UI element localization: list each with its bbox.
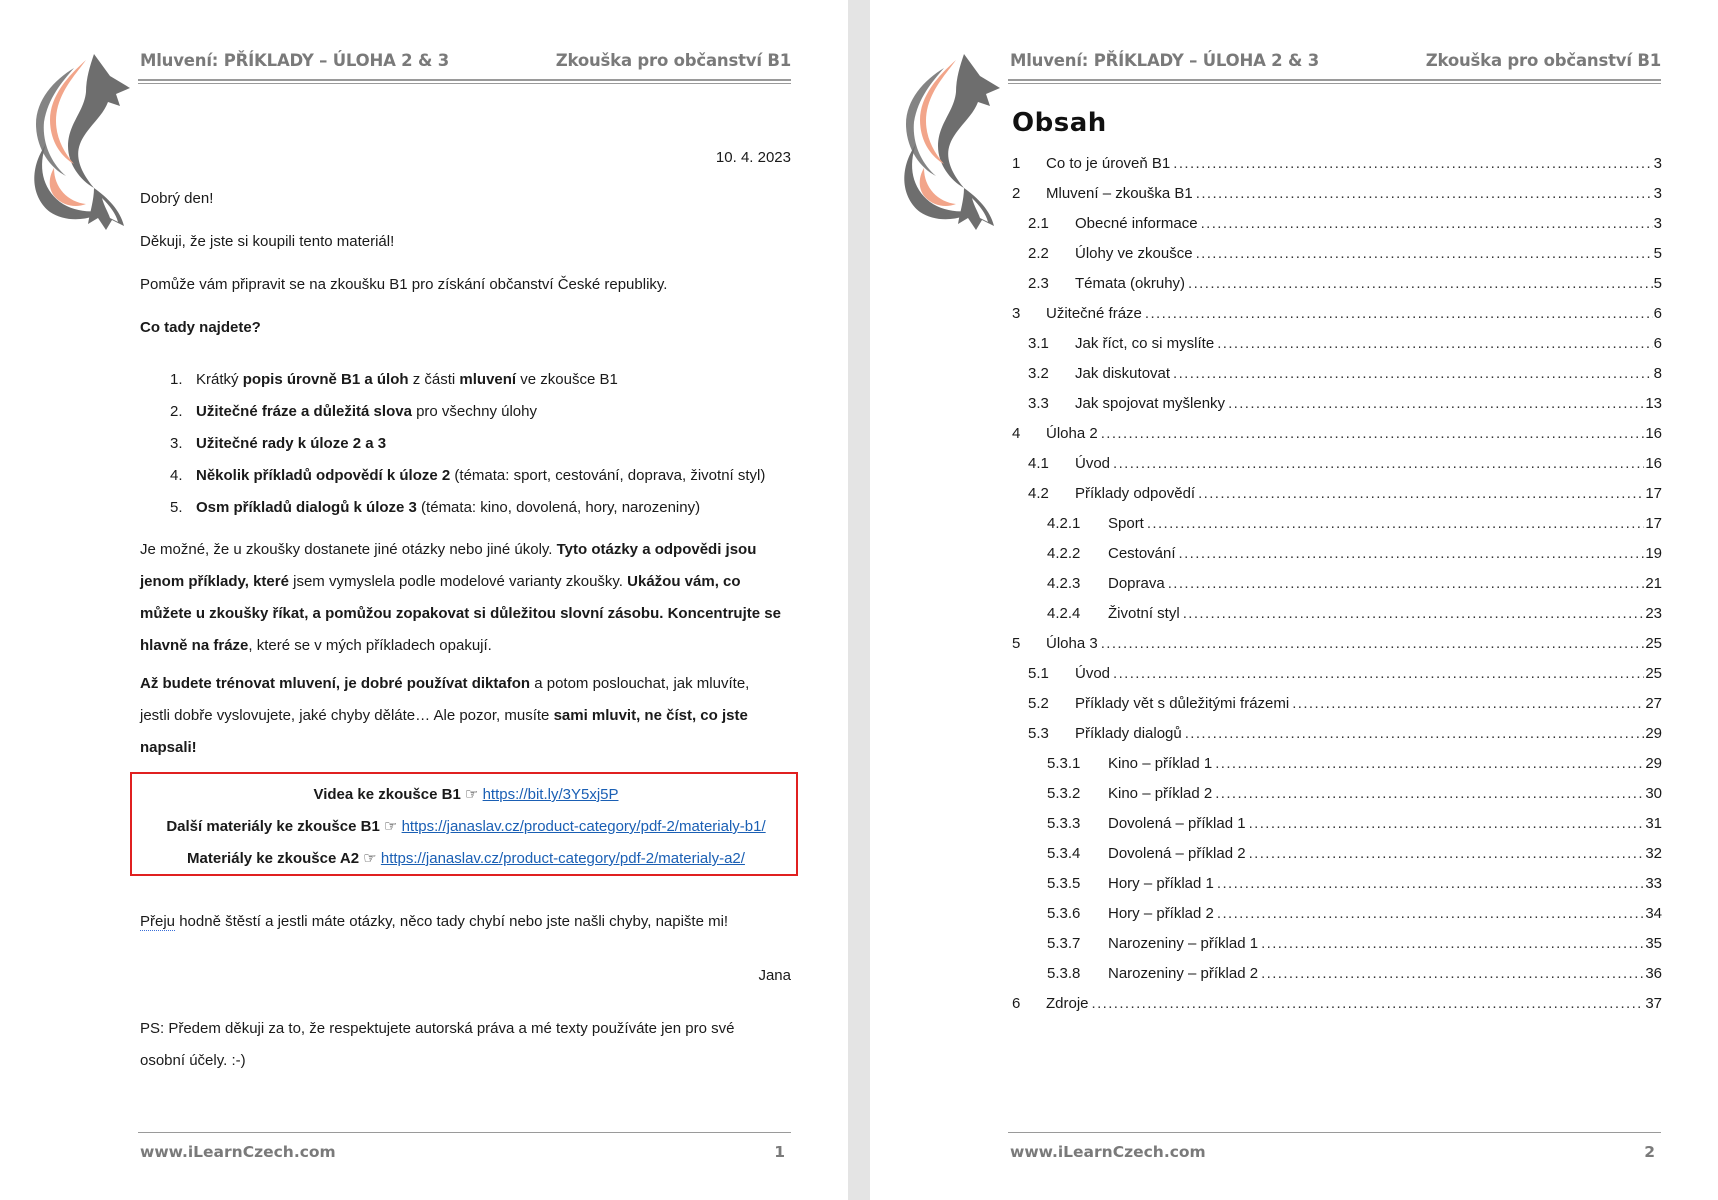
toc-text: [1075, 362, 1662, 386]
toc-label: Jak diskutovat: [1075, 365, 1171, 382]
toc-number: 3.1: [1028, 335, 1049, 352]
link-label: Materiály ke zkoušce A2: [187, 850, 364, 867]
list-item: [170, 396, 537, 428]
toc-entry[interactable]: [1012, 752, 1662, 776]
toc-page-number: 27: [1645, 695, 1662, 712]
text-run: Užitečné rady k úloze 2 a 3: [196, 435, 387, 452]
toc-label: Cestování: [1108, 545, 1176, 562]
text-run: Krátký: [196, 371, 243, 388]
toc-entry[interactable]: [1012, 872, 1662, 896]
toc-page-number: 31: [1645, 815, 1662, 832]
toc-label: Úlohy ve zkoušce: [1075, 245, 1193, 262]
paragraph-line: [140, 598, 791, 630]
toc-entry[interactable]: [1012, 302, 1662, 326]
toc-page-number: 19: [1645, 545, 1662, 562]
toc-text: [1108, 572, 1662, 596]
toc-number: 4.2: [1028, 485, 1049, 502]
toc-leader-dots: [1185, 722, 1645, 746]
toc-text: [1108, 752, 1662, 776]
toc-page-number: 3: [1653, 155, 1662, 172]
toc-page-number: 8: [1653, 365, 1662, 382]
toc-text: [1108, 842, 1662, 866]
ps-line-1: PS: Předem děkuji za to, že respektujete autorská práva a mé texty používáte jen pro své: [140, 1020, 735, 1037]
list-number: 1.: [170, 371, 183, 388]
fox-logo-icon: [24, 48, 136, 232]
toc-entry[interactable]: [1012, 392, 1662, 416]
toc-page-number: 32: [1645, 845, 1662, 862]
letter-date: 10. 4. 2023: [715, 149, 791, 166]
footer-rule: [1008, 1132, 1661, 1133]
toc-entry[interactable]: [1012, 722, 1662, 746]
toc-label: Jak spojovat myšlenky: [1075, 395, 1226, 412]
toc-label: Narozeniny – příklad 2: [1108, 965, 1259, 982]
toc-text: [1108, 812, 1662, 836]
text-run: jsem vymyslela podle modelové varianty zkoušky.: [288, 573, 628, 590]
toc-leader-dots: [1101, 422, 1645, 446]
toc-number: 3.2: [1028, 365, 1049, 382]
toc-entry[interactable]: [1012, 332, 1662, 356]
toc-number: 4.2.3: [1047, 575, 1081, 592]
toc-text: [1108, 512, 1662, 536]
toc-text: [1046, 422, 1662, 446]
toc-leader-dots: [1261, 962, 1644, 986]
toc-leader-dots: [1113, 452, 1644, 476]
paragraph-line: [140, 700, 791, 732]
toc-page-number: 35: [1645, 935, 1662, 952]
toc-label: Úloha 2: [1046, 425, 1098, 442]
text-run: Užitečné fráze a důležitá slova: [196, 403, 412, 420]
toc-page-number: 17: [1645, 485, 1662, 502]
header-subtitle: Zkouška pro občanství B1: [555, 51, 791, 70]
paragraph-line: [140, 668, 791, 700]
page-header: [1010, 46, 1661, 86]
toc-entry[interactable]: [1012, 512, 1662, 536]
toc-leader-dots: [1145, 302, 1653, 326]
toc-entry[interactable]: [1012, 362, 1662, 386]
list-number: 4.: [170, 467, 183, 484]
toc-leader-dots: [1196, 242, 1653, 266]
toc-number: 5.3.7: [1047, 935, 1081, 952]
toc-entry[interactable]: [1012, 242, 1662, 266]
toc-leader-dots: [1113, 662, 1644, 686]
toc-text: [1075, 242, 1662, 266]
links-box: [130, 772, 798, 876]
toc-label: Dovolená – příklad 2: [1108, 845, 1246, 862]
toc-leader-dots: [1196, 182, 1653, 206]
toc-label: Doprava: [1108, 575, 1165, 592]
hyperlink[interactable]: https://janaslav.cz/product-category/pdf-2/materialy-a2/: [380, 850, 745, 867]
paragraph-line: [140, 630, 791, 662]
footer-rule: [138, 1132, 791, 1133]
page-number: 2: [1644, 1143, 1655, 1161]
link-label: Další materiály ke zkoušce B1: [166, 818, 384, 835]
toc-entry[interactable]: [1012, 812, 1662, 836]
toc-entry[interactable]: [1012, 482, 1662, 506]
header-title: Mluvení: PŘÍKLADY – ÚLOHA 2 & 3: [140, 51, 450, 70]
toc-number: 4.2.2: [1047, 545, 1081, 562]
toc-leader-dots: [1198, 482, 1644, 506]
toc-label: Zdroje: [1046, 995, 1089, 1012]
list-number: 5.: [170, 499, 183, 516]
toc-number: 5.3: [1028, 725, 1049, 742]
text-run: mluvení: [459, 371, 517, 388]
toc-entry[interactable]: [1012, 542, 1662, 566]
toc-label: Obecné informace: [1075, 215, 1198, 232]
toc-number: 1: [1012, 155, 1021, 172]
toc-number: 2.2: [1028, 245, 1049, 262]
page-footer: [1010, 1130, 1661, 1160]
toc-page-number: 37: [1645, 995, 1662, 1012]
text-run: (témata: kino, dovolená, hory, narozeniny): [416, 499, 701, 516]
list-item: [170, 364, 618, 396]
toc-leader-dots: [1183, 602, 1645, 626]
document-page-2: [870, 0, 1718, 1200]
toc-label: Hory – příklad 1: [1108, 875, 1214, 892]
closing-wish: [140, 906, 791, 938]
toc-leader-dots: [1173, 362, 1653, 386]
toc-text: [1075, 452, 1662, 476]
toc-leader-dots: [1173, 152, 1652, 176]
toc-number: 3.3: [1028, 395, 1049, 412]
toc-number: 5.3.2: [1047, 785, 1081, 802]
toc-label: Dovolená – příklad 1: [1108, 815, 1246, 832]
toc-entry[interactable]: [1012, 422, 1662, 446]
toc-leader-dots: [1201, 212, 1653, 236]
toc-text: [1108, 872, 1662, 896]
page-footer: [140, 1130, 791, 1160]
toc-entry[interactable]: [1012, 902, 1662, 926]
toc-title: Obsah: [1012, 108, 1107, 138]
text-run: Osm příkladů dialogů k úloze 3: [196, 499, 417, 516]
toc-entry[interactable]: [1012, 572, 1662, 596]
toc-page-number: 21: [1645, 575, 1662, 592]
section-heading: Co tady najdete?: [140, 319, 261, 336]
toc-number: 4.2.4: [1047, 605, 1081, 622]
toc-leader-dots: [1217, 872, 1644, 896]
toc-number: 2.3: [1028, 275, 1049, 292]
toc-entry[interactable]: [1012, 692, 1662, 716]
greeting: Dobrý den!: [140, 190, 214, 207]
link-line: [132, 782, 800, 808]
page-body: [140, 0, 791, 1100]
toc-text: [1075, 272, 1662, 296]
ps-line-2: osobní účely. :-): [140, 1052, 246, 1069]
toc-page-number: 25: [1645, 635, 1662, 652]
header-subtitle: Zkouška pro občanství B1: [1425, 51, 1661, 70]
toc-entry[interactable]: [1012, 662, 1662, 686]
toc-entry[interactable]: [1012, 632, 1662, 656]
toc-number: 4.2.1: [1047, 515, 1081, 532]
toc-text: [1046, 992, 1662, 1016]
text-run: (témata: sport, cestování, doprava, životní styl): [450, 467, 766, 484]
toc-page-number: 5: [1653, 245, 1662, 262]
fox-logo-icon: [894, 48, 1006, 232]
list-item: [170, 428, 386, 460]
toc-entry[interactable]: [1012, 962, 1662, 986]
pointing-hand-icon: ☞: [383, 818, 402, 835]
toc-text: [1075, 212, 1662, 236]
text-run: Ukážou vám, co: [627, 573, 741, 590]
toc-text: [1075, 692, 1662, 716]
toc-leader-dots: [1249, 842, 1645, 866]
toc-entry[interactable]: [1012, 212, 1662, 236]
pointing-hand-icon: ☞: [363, 850, 381, 867]
spellcheck-word: Přeju: [140, 913, 176, 930]
toc-leader-dots: [1228, 392, 1644, 416]
toc-leader-dots: [1092, 992, 1645, 1016]
toc-number: 5.3.8: [1047, 965, 1081, 982]
toc-page-number: 6: [1653, 305, 1662, 322]
toc-number: 5.3.6: [1047, 905, 1081, 922]
toc-page-number: 17: [1645, 515, 1662, 532]
toc-leader-dots: [1101, 632, 1645, 656]
toc-label: Kino – příklad 1: [1108, 755, 1213, 772]
link-line: [132, 814, 800, 840]
toc-page-number: 3: [1653, 215, 1662, 232]
signature: Jana: [758, 967, 791, 984]
toc-page-number: 5: [1653, 275, 1662, 292]
footer-site: www.iLearnCzech.com: [140, 1143, 336, 1161]
toc-leader-dots: [1261, 932, 1644, 956]
paragraph-line: [140, 566, 791, 598]
toc-page-number: 23: [1645, 605, 1662, 622]
hyperlink[interactable]: https://janaslav.cz/product-category/pdf-2/materialy-b1/: [401, 818, 766, 835]
toc-leader-dots: [1179, 542, 1645, 566]
link-label: Videa ke zkoušce B1: [313, 786, 465, 803]
toc-number: 5.3.5: [1047, 875, 1081, 892]
list-item: [170, 492, 700, 524]
toc-leader-dots: [1249, 812, 1645, 836]
toc-label: Příklady odpovědí: [1075, 485, 1196, 502]
text-run: jestli dobře vyslovujete, jaké chyby děláte… Ale pozor, musíte: [140, 707, 554, 724]
toc-label: Kino – příklad 2: [1108, 785, 1213, 802]
toc-number: 6: [1012, 995, 1021, 1012]
toc-text: [1108, 602, 1662, 626]
toc-leader-dots: [1168, 572, 1645, 596]
toc-number: 5.3.1: [1047, 755, 1081, 772]
toc-page-number: 13: [1645, 395, 1662, 412]
toc-page-number: 29: [1645, 755, 1662, 772]
paragraph-line: [140, 732, 791, 764]
toc-label: Hory – příklad 2: [1108, 905, 1214, 922]
toc-label: Mluvení – zkouška B1: [1046, 185, 1193, 202]
header-rule: [1008, 79, 1661, 81]
text-run: Několik příkladů odpovědí k úloze 2: [196, 467, 451, 484]
toc-entry[interactable]: [1012, 992, 1662, 1016]
hyperlink[interactable]: https://bit.ly/3Y5xj5P: [482, 786, 619, 803]
toc-text: [1046, 182, 1662, 206]
toc-text: [1046, 152, 1662, 176]
closing-wish-text: hodně štěstí a jestli máte otázky, něco tady chybí nebo jste našli chyby, napište mi!: [175, 913, 729, 930]
toc-number: 5.1: [1028, 665, 1049, 682]
toc-number: 4.1: [1028, 455, 1049, 472]
toc-leader-dots: [1217, 332, 1652, 356]
toc-label: Témata (okruhy): [1075, 275, 1186, 292]
toc-number: 2.1: [1028, 215, 1049, 232]
toc-label: Příklady vět s důležitými frázemi: [1075, 695, 1290, 712]
text-run: ve zkoušce B1: [516, 371, 618, 388]
text-run: popis úrovně B1 a úloh: [242, 371, 409, 388]
toc-entry[interactable]: [1012, 842, 1662, 866]
toc-text: [1108, 902, 1662, 926]
toc-page-number: 36: [1645, 965, 1662, 982]
toc-entry[interactable]: [1012, 452, 1662, 476]
toc-text: [1046, 632, 1662, 656]
toc-label: Úloha 3: [1046, 635, 1098, 652]
toc-label: Úvod: [1075, 665, 1111, 682]
toc-page-number: 30: [1645, 785, 1662, 802]
text-run: , které se v mých příkladech opakují.: [248, 637, 492, 654]
toc-leader-dots: [1292, 692, 1644, 716]
toc-text: [1108, 962, 1662, 986]
toc-text: [1075, 392, 1662, 416]
footer-site: www.iLearnCzech.com: [1010, 1143, 1206, 1161]
page-number: 1: [774, 1143, 785, 1161]
toc-entry[interactable]: [1012, 272, 1662, 296]
toc-number: 4: [1012, 425, 1021, 442]
toc-text: [1075, 482, 1662, 506]
header-title: Mluvení: PŘÍKLADY – ÚLOHA 2 & 3: [1010, 51, 1320, 70]
text-run: Je možné, že u zkoušky dostanete jiné otázky nebo jiné úkoly.: [140, 541, 557, 558]
toc-page-number: 3: [1653, 185, 1662, 202]
toc-page-number: 16: [1645, 455, 1662, 472]
toc-leader-dots: [1215, 752, 1644, 776]
toc-entry[interactable]: [1012, 182, 1662, 206]
link-line: [132, 846, 800, 872]
toc-leader-dots: [1147, 512, 1644, 536]
toc-label: Narozeniny – příklad 1: [1108, 935, 1259, 952]
toc-leader-dots: [1217, 902, 1644, 926]
toc-leader-dots: [1215, 782, 1644, 806]
pointing-hand-icon: ☞: [464, 786, 483, 803]
text-run: Tyto otázky a odpovědi jsou: [556, 541, 757, 558]
toc-number: 2: [1012, 185, 1021, 202]
toc-text: [1046, 302, 1662, 326]
text-run: sami mluvit, ne číst, co jste: [553, 707, 748, 724]
text-run: napsali!: [140, 739, 197, 756]
toc-label: Životní styl: [1108, 605, 1180, 622]
thanks-line: Děkuji, že jste si koupili tento materiál!: [140, 233, 395, 250]
text-run: můžete u zkoušky říkat, a pomůžou zopakovat si důležitou slovní zásobu. Koncentrujte se: [140, 605, 781, 622]
intro-line: Pomůže vám připravit se na zkoušku B1 pro získání občanství České republiky.: [140, 276, 668, 293]
text-run: hlavně na fráze: [140, 637, 249, 654]
list-number: 3.: [170, 435, 183, 452]
toc-page-number: 6: [1653, 335, 1662, 352]
toc-text: [1075, 662, 1662, 686]
toc-entry[interactable]: [1012, 932, 1662, 956]
toc-label: Úvod: [1075, 455, 1111, 472]
toc-entry[interactable]: [1012, 152, 1662, 176]
list-number: 2.: [170, 403, 183, 420]
toc-number: 5.3.3: [1047, 815, 1081, 832]
toc-text: [1108, 782, 1662, 806]
toc-entry[interactable]: [1012, 602, 1662, 626]
text-run: pro všechny úlohy: [411, 403, 537, 420]
toc-page-number: 16: [1645, 425, 1662, 442]
toc-text: [1108, 542, 1662, 566]
toc-number: 5: [1012, 635, 1021, 652]
header-rule-thin: [1008, 83, 1661, 84]
text-run: Až budete trénovat mluvení, je dobré používat diktafon: [140, 675, 531, 692]
toc-number: 3: [1012, 305, 1021, 322]
text-run: jenom příklady, které: [140, 573, 289, 590]
toc-page-number: 29: [1645, 725, 1662, 742]
toc-number: 5.2: [1028, 695, 1049, 712]
toc-text: [1108, 932, 1662, 956]
toc-label: Jak říct, co si myslíte: [1075, 335, 1215, 352]
document-page-1: [0, 0, 848, 1200]
toc-number: 5.3.4: [1047, 845, 1081, 862]
list-item: [170, 460, 765, 492]
toc-page-number: 25: [1645, 665, 1662, 682]
toc-label: Sport: [1108, 515, 1144, 532]
paragraph-line: [140, 534, 791, 566]
toc-entry[interactable]: [1012, 782, 1662, 806]
toc-label: Příklady dialogů: [1075, 725, 1182, 742]
toc-page-number: 34: [1645, 905, 1662, 922]
toc-label: Co to je úroveň B1: [1046, 155, 1171, 172]
toc-text: [1075, 722, 1662, 746]
toc-label: Užitečné fráze: [1046, 305, 1142, 322]
toc-page-number: 33: [1645, 875, 1662, 892]
text-run: z části: [408, 371, 460, 388]
toc-text: [1075, 332, 1662, 356]
text-run: a potom poslouchat, jak mluvíte,: [530, 675, 750, 692]
toc-leader-dots: [1188, 272, 1653, 296]
